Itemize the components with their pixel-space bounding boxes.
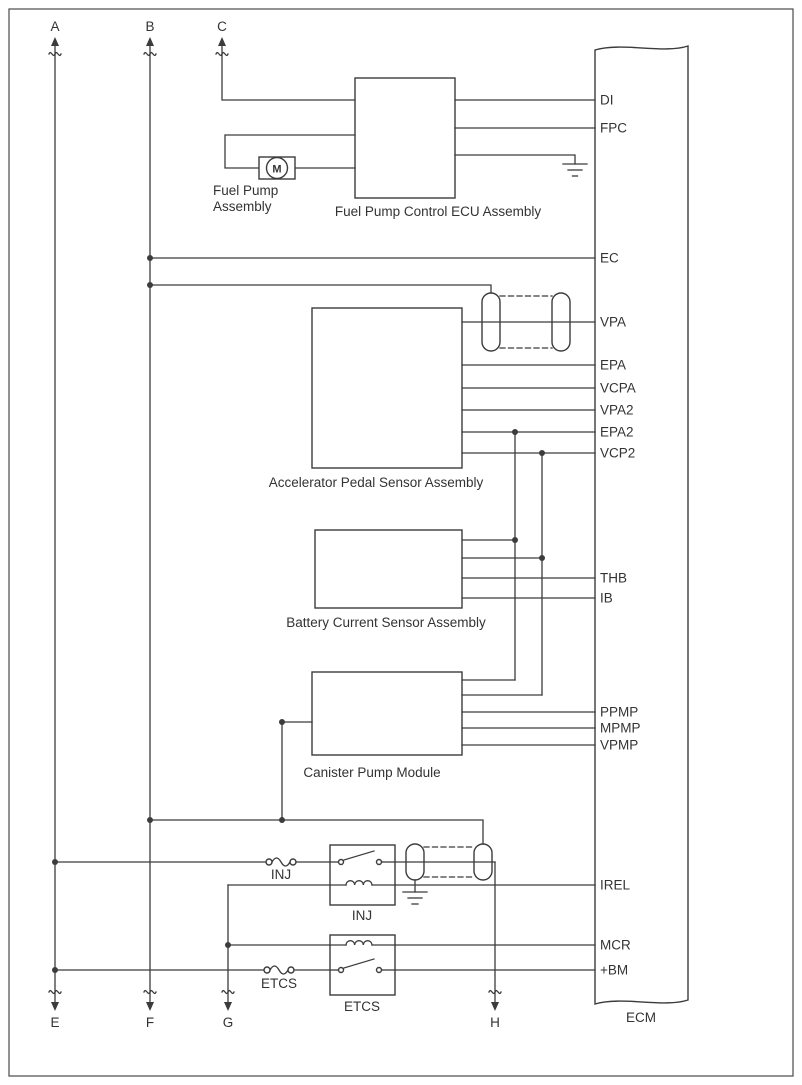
ecm-terminal-vpa-label: VPA: [600, 314, 627, 330]
connector-a-label: A: [50, 19, 60, 34]
fuse-icon: [266, 859, 272, 865]
fuel-pump-assembly-label-line1: Fuel Pump: [213, 183, 279, 198]
connector-c-label: C: [217, 19, 227, 34]
line-break-icon: [222, 991, 234, 994]
battery-current-sensor-box: [315, 530, 462, 608]
fuse-icon: [290, 859, 296, 865]
arrow-up-icon: [218, 37, 226, 46]
ecm-body: [595, 46, 688, 1004]
junction-dot: [52, 859, 58, 865]
motor-letter: M: [272, 163, 282, 176]
junction-dot: [279, 719, 285, 725]
ecm-terminal-vpa2-label: VPA2: [600, 402, 634, 418]
ecm-terminal-vpmp-label: VPMP: [600, 737, 639, 753]
ecm-terminal-mcr-label: MCR: [600, 937, 631, 953]
accelerator-pedal-sensor-box: [312, 308, 462, 468]
connector-g-label: G: [222, 1015, 234, 1030]
ecm-terminal-ib-label: IB: [600, 590, 613, 606]
arrow-up-icon: [51, 37, 59, 46]
ecm-terminal-di-label: DI: [600, 92, 614, 108]
ecm-terminal-irel-label: IREL: [600, 877, 631, 893]
ecm-terminal-ec-label: EC: [600, 250, 619, 266]
junction-dots: [52, 255, 545, 973]
ecm-terminal-vcpa-label: VCPA: [600, 380, 636, 396]
ecm: [595, 46, 688, 1004]
ecm-terminal-thb-label: THB: [600, 570, 627, 586]
ecm-terminal-bm-label: +BM: [600, 962, 629, 978]
battery-current-sensor-label: Battery Current Sensor Assembly: [286, 615, 486, 630]
junction-dot: [147, 817, 153, 823]
etcs-relay-label: ETCS: [343, 999, 381, 1014]
connector-f-label: F: [145, 1015, 155, 1030]
fuel-pump-ecu-label: Fuel Pump Control ECU Assembly: [334, 204, 542, 219]
arrow-down-icon: [51, 1002, 59, 1011]
junction-dot: [225, 942, 231, 948]
ecm-terminal-ppmp-label: PPMP: [600, 704, 639, 720]
canister-pump-module-label: Canister Pump Module: [303, 765, 441, 780]
connector-h-label: H: [490, 1015, 500, 1030]
arrow-down-icon: [224, 1002, 232, 1011]
junction-dot: [52, 967, 58, 973]
connector-e-label: E: [50, 1015, 60, 1030]
line-break-icon: [144, 991, 156, 994]
junction-dot: [539, 555, 545, 561]
fuel-pump-assembly-label-line2: Assembly: [213, 199, 272, 214]
connector-b-label: B: [145, 19, 155, 34]
junction-dot: [147, 255, 153, 261]
etcs-relay-box: [330, 935, 395, 995]
inj-fuse-label: INJ: [270, 867, 292, 882]
ecm-terminal-epa-label: EPA: [600, 357, 627, 373]
ecm-terminal-epa2-label: EPA2: [600, 424, 634, 440]
fuse-icon: [288, 967, 294, 973]
wire-shield-feed-top: [150, 285, 491, 293]
line-break-icon: [144, 53, 156, 56]
ecm-label: ECM: [626, 1010, 656, 1025]
junction-dot: [279, 817, 285, 823]
fuse-icon: [264, 967, 270, 973]
arrow-down-icon: [491, 1002, 499, 1011]
wire-bus-c: [222, 46, 355, 100]
arrow-up-icon: [146, 37, 154, 46]
junction-dot: [512, 537, 518, 543]
fuse-icon: [272, 858, 290, 866]
etcs-fuse-label: ETCS: [260, 976, 298, 991]
line-break-icon: [49, 991, 61, 994]
line-break-icon: [216, 53, 228, 56]
wire-ecu-ground: [455, 155, 575, 164]
canister-pump-module-box: [312, 672, 462, 755]
arrow-down-icon: [146, 1002, 154, 1011]
ecm-terminal-mpmp-label: MPMP: [600, 720, 641, 736]
ecm-terminal-fpc-label: FPC: [600, 120, 627, 136]
accelerator-circuit: [462, 293, 595, 695]
inj-relay-label: INJ: [351, 908, 373, 923]
line-break-icon: [49, 53, 61, 56]
line-break-icon: [489, 991, 501, 994]
accelerator-pedal-sensor-label: Accelerator Pedal Sensor Assembly: [268, 475, 484, 490]
junction-dot: [512, 429, 518, 435]
junction-dot: [539, 450, 545, 456]
junction-dot: [147, 282, 153, 288]
inj-relay-circuit: [55, 844, 595, 904]
wire-shield-feed-bottom: [150, 820, 483, 844]
fuse-icon: [270, 966, 288, 974]
fuel-pump-ecu-box: [355, 78, 455, 198]
etcs-relay-circuit: [55, 941, 595, 974]
ecm-terminal-vcp2-label: VCP2: [600, 445, 636, 461]
battery-sensor-circuit: [462, 540, 595, 598]
